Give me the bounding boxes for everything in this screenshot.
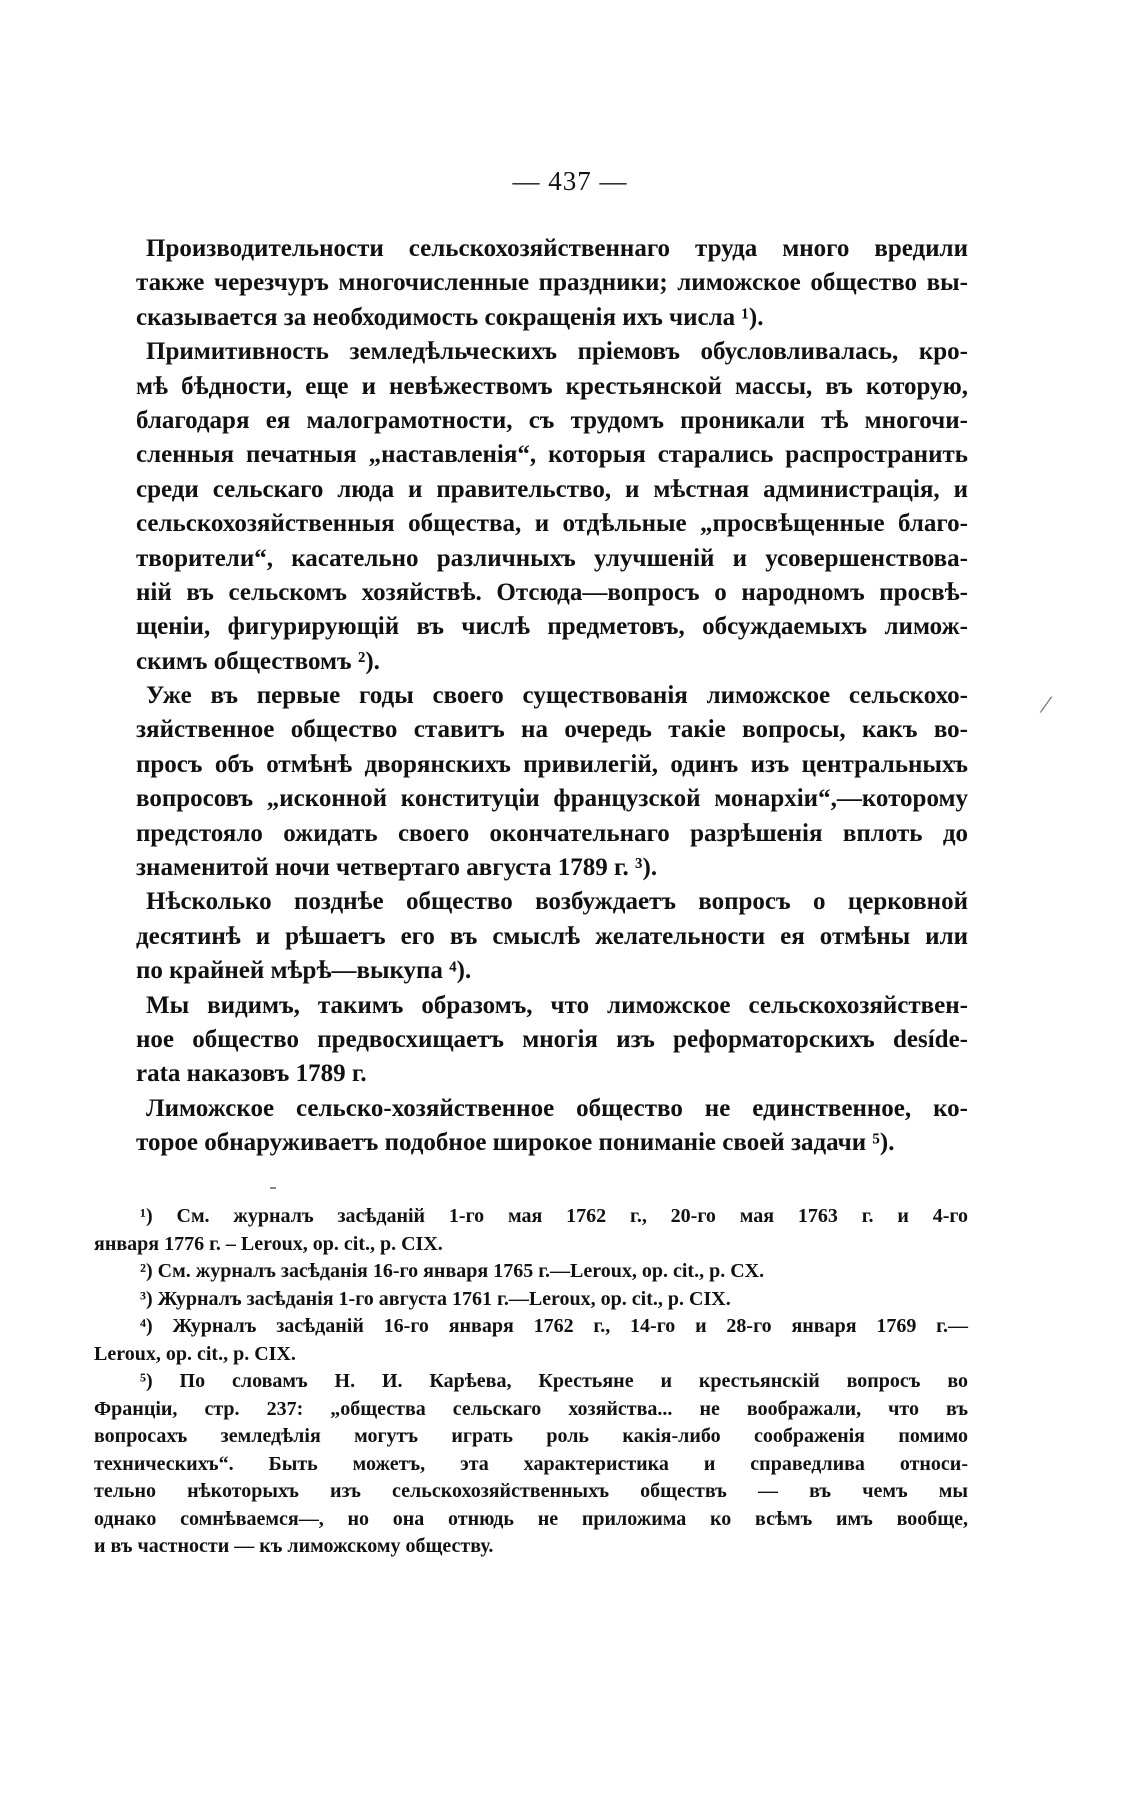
body-text-line: творители“, касательно различныхъ улучшеній и усовершенствова- bbox=[136, 544, 968, 572]
footnote-line: техническихъ“. Быть можетъ, эта характеристика и справедлива относи- bbox=[94, 1452, 968, 1475]
body-text-line: Производительности сельскохозяйственнаго труда много вредили bbox=[146, 235, 968, 262]
footnote-line: и въ частности — къ лиможскому обществу. bbox=[94, 1535, 494, 1557]
body-text-line: зяйственное общество ставитъ на очередь такіе вопросы, какъ во- bbox=[136, 716, 968, 744]
body-text-line: сельскохозяйственныя общества, и отдѣльные „просвѣщенные благо- bbox=[136, 510, 968, 538]
body-text-line: знаменитой ночи четвертаго августа 1789 г. ³). bbox=[136, 854, 658, 882]
footnote-line: ³) Журналъ засѣданія 1-го августа 1761 г.—Leroux, op. cit., p. CIX. bbox=[140, 1287, 731, 1310]
footnote-line: однако сомнѣваемся—, но она отнюдь не приложима ко всѣмъ имъ вообще, bbox=[94, 1507, 968, 1530]
body-text-line: также черезчуръ многочисленные праздники; лиможское общество вы- bbox=[136, 269, 968, 297]
footnote-line: вопросахъ земледѣлія могутъ играть роль какія-либо соображенія помимо bbox=[94, 1425, 968, 1447]
body-text-line: rata наказовъ 1789 г. bbox=[136, 1060, 367, 1088]
body-text bbox=[136, 232, 968, 1161]
body-text-line: Мы видимъ, такимъ образомъ, что лиможское сельскохозяйствен- bbox=[146, 991, 968, 1019]
body-text-line: Примитивность земледѣльческихъ пріемовъ обусловливалась, кро- bbox=[146, 338, 968, 366]
footnote-line: Leroux, op. cit., p. CIX. bbox=[94, 1342, 296, 1365]
page-number: — 437 — bbox=[512, 166, 628, 196]
footnote-line: тельно нѣкоторыхъ изъ сельскохозяйственныхъ обществъ — въ чемъ мы bbox=[94, 1480, 968, 1502]
body-text-line: торое обнаруживаетъ подобное широкое пониманіе своей задачи ⁵). bbox=[136, 1129, 895, 1157]
body-text-line: сказывается за необходимость сокращенія ихъ числа ¹). bbox=[136, 303, 764, 331]
body-text-line: предстояло ожидать своего окончательнаго разрѣшенія вплоть до bbox=[136, 819, 968, 847]
separator-mark bbox=[270, 1187, 276, 1189]
body-text-line: по крайней мѣрѣ—выкупа ⁴). bbox=[136, 957, 472, 985]
body-text-line: Уже въ первые годы своего существованія лиможское сельскохо- bbox=[146, 682, 968, 710]
footnote-line: ¹) См. журналъ засѣданій 1-го мая 1762 г., 20-го мая 1763 г. и 4-го bbox=[140, 1205, 968, 1227]
body-text-line: среди сельскаго люда и правительство, и мѣстная администрація, и bbox=[136, 475, 968, 503]
footnote-line: ⁵) По словамъ Н. И. Карѣева, Крестьяне и крестьянскій вопросъ во bbox=[140, 1370, 968, 1392]
body-text-line: ное общество предвосхищаетъ многія изъ реформаторскихъ desíde- bbox=[136, 1025, 968, 1053]
body-text-line: сленныя печатныя „наставленія“, которыя старались распространить bbox=[136, 441, 968, 469]
body-text-line: благодаря ея малограмотности, съ трудомъ проникали тѣ многочи- bbox=[136, 406, 968, 434]
body-text-line: Лиможское сельско-хозяйственное общество не единственное, ко- bbox=[146, 1094, 968, 1122]
body-text-line: Нѣсколько позднѣе общество возбуждаетъ вопросъ о церковной bbox=[146, 888, 968, 916]
margin-pencil-mark: / bbox=[1040, 689, 1052, 720]
body-text-line: щеніи, фигурирующій въ числѣ предметовъ, обсуждаемыхъ лимож- bbox=[136, 613, 968, 641]
body-text-line: десятинѣ и рѣшаетъ его въ смыслѣ желательности ея отмѣны или bbox=[136, 922, 968, 950]
footnote-line: января 1776 г. – Leroux, op. cit., p. CIX. bbox=[94, 1232, 443, 1255]
footnotes bbox=[94, 1203, 968, 1561]
body-text-line: вопросовъ „исконной конституціи французской монархіи“,—которому bbox=[136, 785, 968, 813]
body-text-line: мѣ бѣдности, еще и невѣжествомъ крестьянской массы, въ которую, bbox=[136, 372, 968, 400]
footnote-line: ²) См. журналъ засѣданія 16-го января 1765 г.—Leroux, op. cit., p. CX. bbox=[140, 1260, 765, 1282]
body-text-line: просъ объ отмѣнѣ дворянскихъ привилегій, одинъ изъ центральныхъ bbox=[136, 750, 968, 778]
footnote-line: Франціи, стр. 237: „общества сельскаго хозяйства... не воображали, что въ bbox=[94, 1397, 968, 1420]
body-text-line: ній въ сельскомъ хозяйствѣ. Отсюда—вопросъ о народномъ просвѣ- bbox=[136, 578, 968, 606]
body-text-line: скимъ обществомъ ²). bbox=[136, 647, 380, 675]
footnote-line: ⁴) Журналъ засѣданій 16-го января 1762 г., 14-го и 28-го января 1769 г.— bbox=[140, 1315, 968, 1337]
